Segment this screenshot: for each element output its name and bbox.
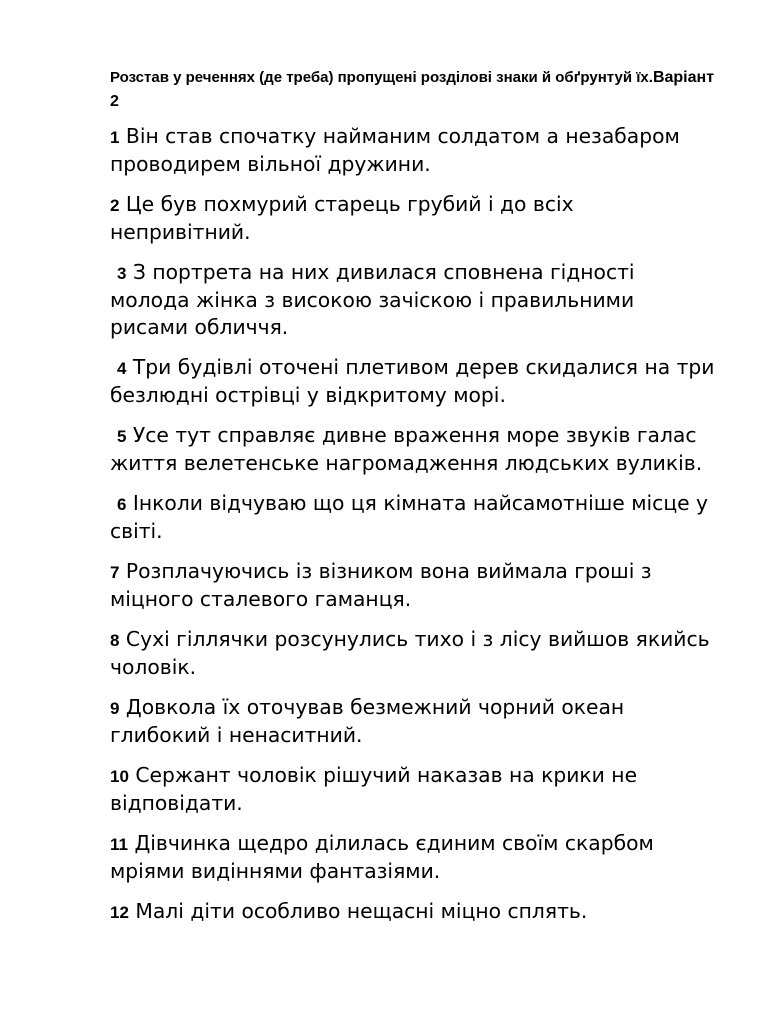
sentence-text: Дівчинка щедро ділилась єдиним своїм скарбом мріями видіннями фантазіями. (110, 831, 654, 883)
sentence-number: 2 (110, 196, 120, 215)
sentence-text: З портрета на них дивилася сповнена гідності молода жінка з високою зачіскою і правильними рисами обличчя. (110, 260, 635, 339)
sentence-item (110, 830, 718, 885)
sentence-item (110, 558, 718, 613)
sentence-number: 7 (110, 563, 120, 582)
sentence-item (110, 259, 718, 341)
sentence-text: Сержант чоловік рішучий наказав на крики не відповідати. (110, 763, 638, 815)
sentence-text: Він став спочатку найманим солдатом а незабаром проводирем вільної дружини. (110, 124, 680, 176)
sentence-text: Довкола їх оточував безмежний чорний океан глибокий і ненаситний. (110, 695, 625, 747)
sentence-item (110, 694, 718, 749)
sentence-number: 8 (110, 631, 120, 650)
sentence-item (110, 191, 718, 246)
sentence-item (110, 123, 718, 178)
sentence-text: Інколи відчуваю що ця кімната найсамотніше місце у світі. (110, 491, 709, 543)
sentence-item (110, 762, 718, 817)
sentence-number: 10 (110, 767, 129, 786)
sentence-number: 3 (117, 264, 127, 283)
sentence-number: 9 (110, 699, 120, 718)
sentence-item (110, 490, 718, 545)
sentence-item (110, 422, 718, 477)
sentence-item (110, 626, 718, 681)
sentence-text: Малі діти особливо нещасні міцно сплять. (135, 899, 588, 923)
sentence-item (110, 354, 718, 409)
variant-label: Варіант 2 (110, 69, 715, 110)
sentence-text: Сухі гіллячки розсунулись тихо і з лісу вийшов якийсь чоловік. (110, 627, 710, 679)
sentence-number: 5 (117, 427, 127, 446)
sentence-item (110, 898, 718, 926)
sentence-number: 11 (110, 835, 128, 854)
sentence-text: Усе тут справляє дивне враження море звуків галас життя велетенське нагромадження людських вуликів. (110, 423, 703, 475)
sentence-list (110, 123, 718, 926)
sentence-number: 1 (110, 128, 120, 147)
sentence-text: Розплачуючись із візником вона виймала гроші з міцного сталевого гаманця. (110, 559, 652, 611)
title-text: Розстав у реченнях (де треба) пропущені розділові знаки й обґрунтуй їх. (110, 69, 653, 86)
sentence-number: 6 (117, 495, 127, 514)
sentence-text: Це був похмурий старець грубий і до всіх непривітний. (110, 192, 574, 244)
sentence-text: Три будівлі оточені плетивом дерев скидалися на три безлюдні острівці у відкритому морі. (110, 355, 715, 407)
sentence-number: 12 (110, 903, 129, 922)
document-title (110, 66, 718, 114)
sentence-number: 4 (117, 359, 127, 378)
